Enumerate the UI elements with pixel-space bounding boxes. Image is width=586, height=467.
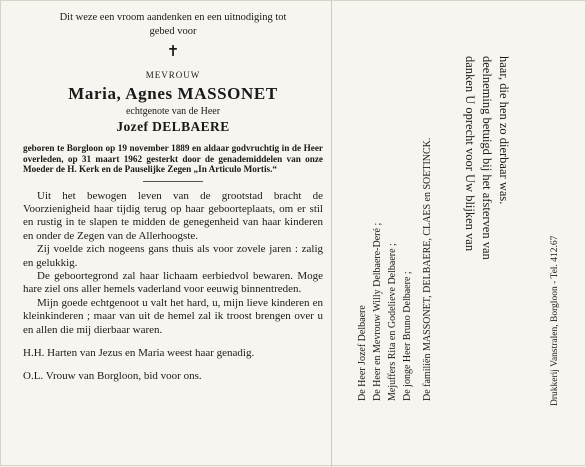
prayer-2: O.L. Vrouw van Borgloon, bid voor ons. [23,370,202,383]
thanks-line-1: danken U oprecht voor Uw blijken van [463,56,477,252]
family-line-5: De familiën MASSONET, DELBAERE, CLAES en SOETINCK. [422,137,433,401]
intro-line-2: gebed voor [149,26,197,37]
front-panel [23,11,323,384]
thanks-line-3: haar, die hen zo dierbaar was. [497,56,511,205]
paragraph-4: Mijn goede echtgenoot u valt het hard, u, mijn lieve kinderen en kleinkinderen ; maar van uit de hemel zal ik troost brengen over u en allen die mij dierbaar waren. [23,296,323,336]
paragraph-3: De geboortegrond zal haar lichaam eerbiedvol bewaren. Moge hare ziel ons aller hemels vaderland voor eeuwig binnentreden. [23,269,323,296]
honorific: MEVROUW [145,70,201,80]
paragraph-1: Uit het bewogen leven van de grootstad bracht de Voorzienigheid haar tijdig terug op haar geboorteplaats, om er stil en rustig in te slapen te midden de genegenheid van haar kinderen en onder de Zegen van de Allerhoogste. [23,189,323,242]
spouse-name: Jozef DELBAERE [116,119,230,134]
family-line-4: De jonge Heer Bruno Delbaere ; [402,271,413,401]
biography: geboren te Borgloon op 19 november 1889 en aldaar godvruchtig in de Heer overleden, op 31 maart 1962 gesterkt door de genademiddelen van onze Moeder de H. Kerk en de Pauselijke Zegen „In Articulo Mortis.“ [23,143,323,174]
family-line-1: De Heer Jozef Delbaere [357,305,368,401]
family-line-2: De Heer en Mevrouw Willy Delbaere-Deré ; [372,222,383,401]
cross-icon: ✝ [166,44,180,60]
printer-credit: Drukkerij Vanstralen, Borgloon - Tel. 412.67 [550,235,560,406]
thanks-line-2: deelneming betuigd bij het afsterven van [480,56,494,260]
intro-line-1: Dit weze een vroom aandenken en een uitnodiging tot [59,12,287,23]
separator-rule [143,181,203,182]
prayer-1: H.H. Harten van Jezus en Maria weest haar genadig. [23,346,255,359]
deceased-name: Maria, Agnes MASSONET [68,84,278,103]
family-line-3: Mejuffers Rita en Godelieve Delbaere ; [387,243,398,401]
intro-text [23,11,323,39]
paragraph-2: Zij voelde zich nogeens gans thuis als voor zovele jaren : zalig en gelukkig. [23,243,323,269]
fold-line [331,1,332,467]
spouse-label: echtgenote van de Heer [125,106,221,117]
